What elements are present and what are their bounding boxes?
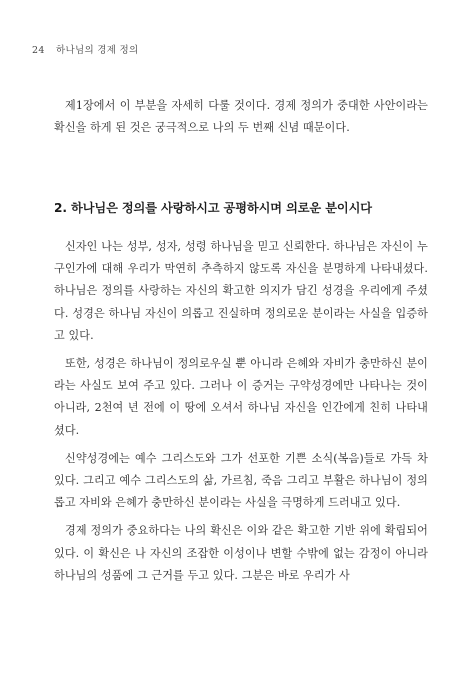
running-header (32, 42, 139, 56)
paragraph: 신자인 나는 성부, 성자, 성령 하나님을 믿고 신뢰한다. 하나님은 자신이 누구인가에 대해 우리가 막연히 추측하지 않도록 자신을 분명하게 나타내셨다. 하나님은 정의를 사랑하는 자신의 확고한 의지가 담긴 성경을 우리에게 주셨다. 성경은 하나님 자신이 의롭고 진실하며 정의로운 분이라는 사실을 입증하고 있다. (54, 240, 428, 342)
paragraph: 신약성경에는 예수 그리스도와 그가 선포한 기쁜 소식(복음)들로 가득 차 있다. 그리고 예수 그리스도의 삶, 가르침, 죽음 그리고 부활은 하나님이 정의롭고 자비와 은혜가 충만하신 분이라는 사실을 극명하게 드러내고 있다. (54, 451, 428, 510)
running-title: 하나님의 경제 정의 (56, 45, 139, 56)
section-heading: 2. 하나님은 정의를 사랑하시고 공평하시며 의로운 분이시다 (54, 201, 372, 215)
paragraph: 경제 정의가 중요하다는 나의 확신은 이와 같은 확고한 기반 위에 확립되어 있다. 이 확신은 나 자신의 조잡한 이성이나 변할 수밖에 없는 감정이 아니라 하나님의 성품에 그 근거를 두고 있다. 그분은 바로 우리가 사 (54, 524, 428, 582)
intro-text (54, 95, 428, 145)
page-number: 24 (32, 45, 45, 56)
paragraph: 제1장에서 이 부분을 자세히 다룰 것이다. 경제 정의가 중대한 사안이라는 확신을 하게 된 것은 궁극적으로 나의 두 번째 신념 때문이다. (54, 99, 428, 135)
section-body (54, 236, 428, 593)
paragraph: 또한, 성경은 하나님이 정의로우실 뿐 아니라 은혜와 자비가 충만하신 분이라는 사실도 보여 주고 있다. 그러나 이 증거는 구약성경에만 나타나는 것이 아니라, 2천여 년 전에 이 땅에 오셔서 하나님 자신을 인간에게 친히 나타내셨다. (54, 357, 428, 437)
